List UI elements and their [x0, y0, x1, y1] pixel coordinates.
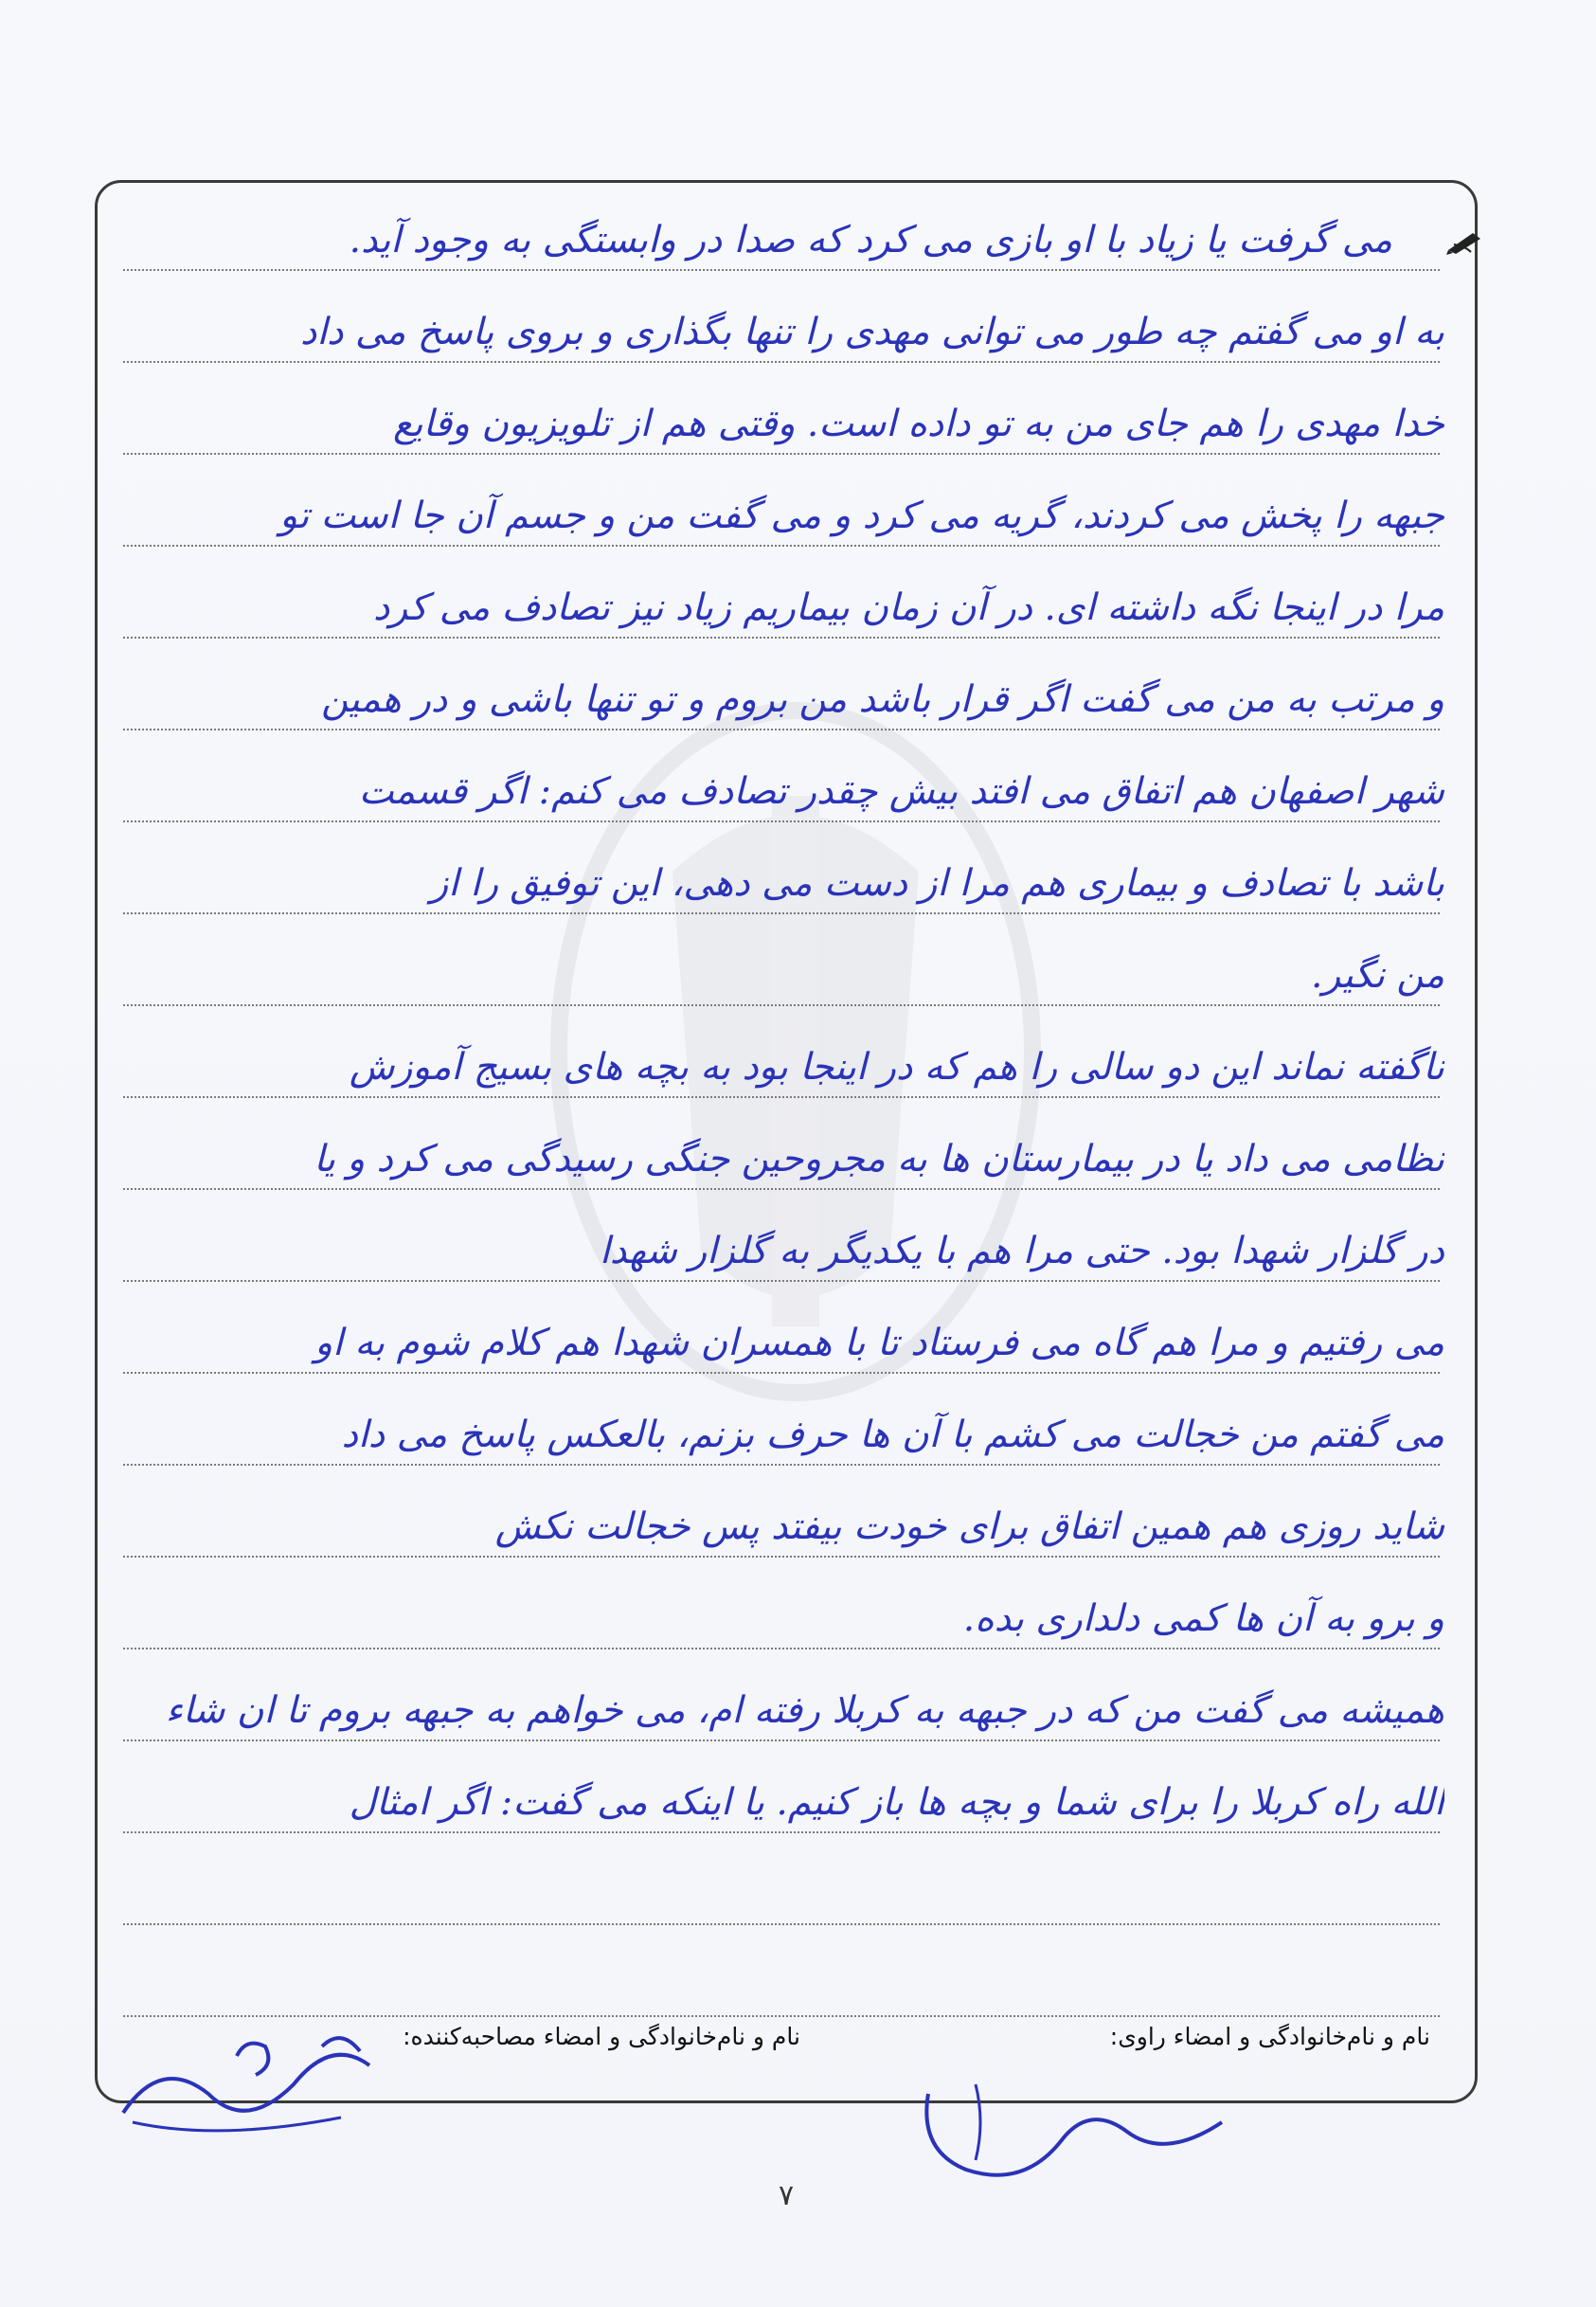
handwritten-line: می گرفت یا زیاد با او بازی می کرد که صدا در وابستگی به وجود آید. — [349, 219, 1392, 261]
handwritten-line: مرا در اینجا نگه داشته ای. در آن زمان بیماریم زیاد نیز تصادف می کرد — [372, 586, 1444, 629]
handwritten-line: شهر اصفهان هم اتفاق می افتد بیش چقدر تصادف می کنم: اگر قسمت — [358, 770, 1444, 813]
pen-icon — [1444, 227, 1484, 256]
handwritten-line: من نگیر. — [1310, 954, 1444, 997]
narrator-signature-label: نام و نام‌خانوادگی و امضاء راوی: — [1109, 2023, 1430, 2050]
handwritten-line: شاید روزی هم همین اتفاق برای خودت بیفتد پس خجالت نکش — [494, 1505, 1444, 1548]
handwritten-line: می رفتیم و مرا هم گاه می فرستاد تا با همسران شهدا هم کلام شوم به او — [314, 1322, 1444, 1364]
ruled-line — [123, 1923, 1440, 1925]
handwritten-line: باشد با تصادف و بیماری هم مرا از دست می دهی، این توفیق را از — [430, 862, 1444, 905]
handwritten-line: می گفتم من خجالت می کشم با آن ها حرف بزنم، بالعکس پاسخ می داد — [341, 1414, 1444, 1456]
handwritten-line: و برو به آن ها کمی دلداری بده. — [962, 1597, 1444, 1640]
handwritten-line: به او می گفتم چه طور می توانی مهدی را تنها بگذاری و بروی پاسخ می داد — [299, 311, 1444, 353]
interviewer-signature-label: نام و نام‌خانوادگی و امضاء مصاحبه‌کننده: — [403, 2023, 800, 2050]
handwritten-line: جبهه را پخش می کردند، گریه می کرد و می گفت من و جسم آن جا است تو — [279, 495, 1444, 537]
handwritten-line: خدا مهدی را هم جای من به تو داده است. وقتی هم از تلویزیون وقایع — [393, 403, 1444, 445]
narrator-signature — [104, 1999, 407, 2151]
page-number: ۷ — [778, 2179, 795, 2212]
handwritten-line: ناگفته نماند این دو سالی را هم که در اینجا بود به بچه های بسیج آموزش — [349, 1046, 1444, 1089]
handwritten-line: در گلزار شهدا بود. حتی مرا هم با یکدیگر به گلزار شهدا — [599, 1230, 1444, 1272]
handwritten-line: و مرتب به من می گفت اگر قرار باشد من بروم و تو تنها باشی و در همین — [321, 678, 1444, 721]
handwritten-line: همیشه می گفت من که در جبهه به کربلا رفته ام، می خواهم به جبهه بروم تا ان شاء — [165, 1689, 1444, 1732]
handwritten-line: نظامی می داد یا در بیمارستان ها به مجروحین جنگی رسیدگی می کرد و یا — [314, 1138, 1444, 1181]
interviewer-signature — [909, 2065, 1269, 2208]
handwritten-line: الله راه کربلا را برای شما و بچه ها باز کنیم. یا اینکه می گفت: اگر امثال — [349, 1781, 1444, 1824]
